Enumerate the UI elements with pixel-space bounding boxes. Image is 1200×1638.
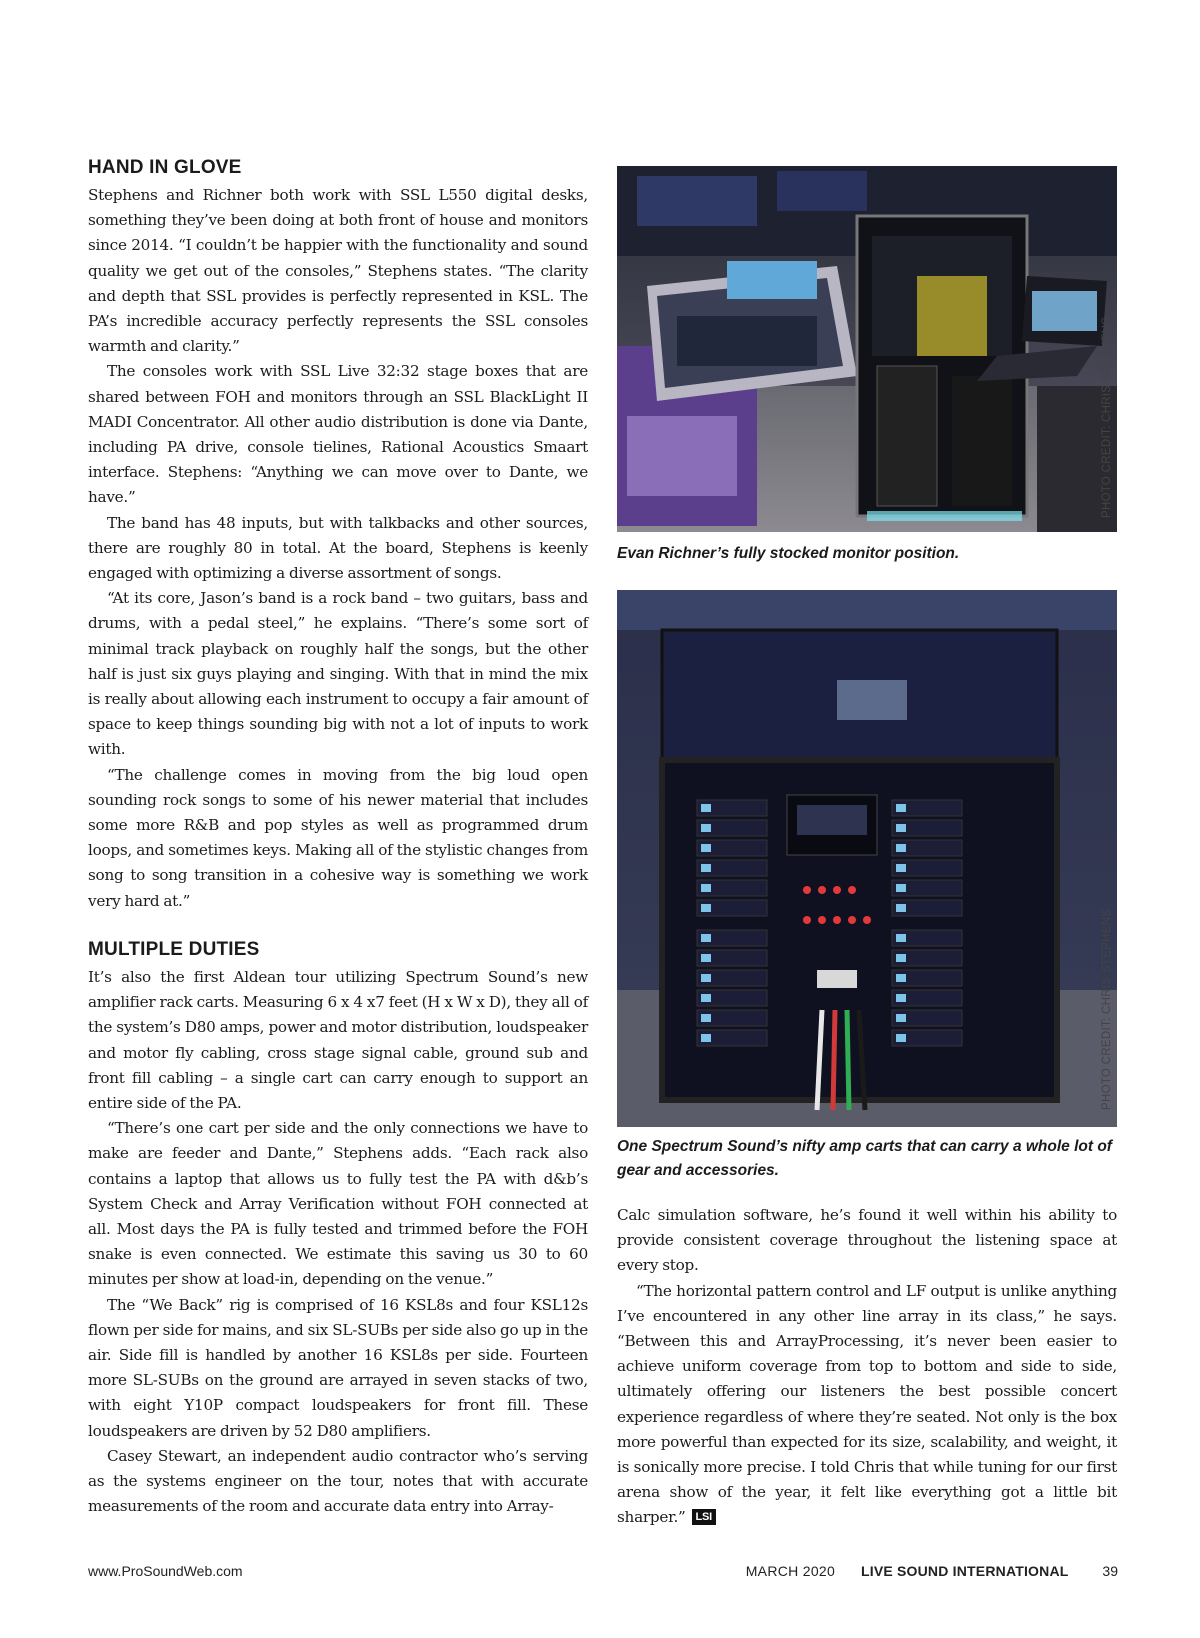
page-footer [88, 1563, 1118, 1583]
paragraph: The consoles work with SSL Live 32:32 stage boxes that are shared between FOH and monitors through an SSL BlackLight II MADI Concentrator. All other audio distribution is done via Dante, including PA drive, console tielines, Rational Acoustics Smaart interface. Stephens: “Anything we can move over to Dante, we have.” [88, 362, 588, 507]
page-number: 39 [1102, 1563, 1118, 1579]
right-column-text [617, 1203, 1117, 1531]
right-column [617, 166, 1117, 1531]
left-column [88, 156, 588, 1519]
paragraph: Casey Stewart, an independent audio contractor who’s serving as the systems engineer on the tour, notes that with accurate measurements of the room and accurate data entry into Array- [88, 1446, 588, 1516]
section-heading-hand-in-glove: HAND IN GLOVE [88, 157, 242, 178]
footer-magazine: LIVE SOUND INTERNATIONAL [860, 1563, 1069, 1579]
paragraph: The “We Back” rig is comprised of 16 KSL8s and four KSL12s flown per side for mains, and six SL-SUBs per side also go up in the air. Side fill is handled by another 16 KSL8s per side. Fourteen more SL-SUBs on the ground are arrayed in seven stacks of two, with eight Y10P compact loudspeakers for front fill. These loudspeakers are driven by 52 D80 amplifiers. [88, 1295, 588, 1440]
photo-credit: PHOTO CREDIT: CHRIS STEPHENS [1101, 316, 1113, 518]
footer-url[interactable]: www.ProSoundWeb.com [88, 1563, 243, 1579]
footer-month: MARCH 2020 [745, 1563, 836, 1579]
amp-cart-illustration [617, 590, 1117, 1127]
monitor-position-illustration [617, 166, 1117, 532]
section-heading-multiple-duties: MULTIPLE DUTIES [88, 938, 260, 960]
paragraph: It’s also the first Aldean tour utilizing Spectrum Sound’s new amplifier rack carts. Measuring 6 x 4 x7 feet (H x W x D), they all of the system’s D80 amps, power and motor distribution, loudspeaker and motor fly cabling, cross stage signal cable, ground sub and front fill cabling – a single cart can carry enough to support an entire side of the PA. [88, 967, 588, 1112]
paragraph: “There’s one cart per side and the only connections we have to make are feeder and Dante,” Stephens adds. “Each rack also contains a laptop that allows us to fully test the PA with d&b’s System Check and Array Verification without FOH connected at all. Most days the PA is fully tested and trimmed before the FOH snake is even connected. We estimate this saving us 30 to 60 minutes per show at load-in, depending on the venue.” [88, 1119, 588, 1289]
paragraph: The band has 48 inputs, but with talkbacks and other sources, there are roughly 80 in total. At the board, Stephens is keenly engaged with optimizing a diverse assortment of songs. [88, 513, 588, 583]
paragraph: Stephens and Richner both work with SSL L550 digital desks, something they’ve been doing at both front of house and monitors since 2014. “I couldn’t be happier with the functionality and sound quality we get out of the consoles,” Stephens states. “The clarity and depth that SSL provides is perfectly represented in KSL. The PA’s incredible accuracy perfectly represents the SSL consoles warmth and clarity.” [88, 186, 588, 356]
paragraph: Calc simulation software, he’s found it well within his ability to provide consistent coverage throughout the listening space at every stop. [617, 1206, 1117, 1275]
photo-caption: One Spectrum Sound’s nifty amp carts that can carry a whole lot of gear and accessories. [617, 1138, 1112, 1179]
monitor-position-photo [617, 166, 1117, 532]
footer-right [746, 1563, 1118, 1579]
paragraph: “At its core, Jason’s band is a rock band – two guitars, bass and drums, with a pedal steel,” he explains. “There’s some sort of minimal track playback on roughly half the songs, but the other half is just six guys playing and singing. With that in mind the mix is really about allowing each instrument to occupy a fair amount of space to keep things sounding big with not a lot of inputs to work with. [88, 589, 588, 759]
photo-credit: PHOTO CREDIT: CHRIS STEPHENS [1101, 908, 1113, 1110]
amp-cart-photo [617, 590, 1117, 1127]
paragraph-text: “The horizontal pattern control and LF output is unlike anything I’ve encountered in any other line array in its class,” he says. “Between this and ArrayProcessing, it’s never been easier to achieve uniform coverage from top to bottom and side to side, ultimately offering our listeners the best possible concert experience regardless of where they’re seated. Not only is the box more powerful than expected for its size, scalability, and weight, it is sonically more precise. I told Chris that while tuning for our first arena show of the year, it felt like everything got a little bit sharper.” [617, 1281, 1117, 1527]
lsi-end-mark: LSI [692, 1509, 716, 1525]
photo-caption: Evan Richner’s fully stocked monitor position. [617, 545, 960, 562]
paragraph [617, 1279, 1117, 1531]
paragraph: “The challenge comes in moving from the big loud open sounding rock songs to some of his newer material that includes some more R&B and pop styles as well as programmed drum loops, and sometimes keys. Making all of the stylistic changes from song to song transition in a cohesive way is something we work very hard at.” [88, 765, 588, 910]
